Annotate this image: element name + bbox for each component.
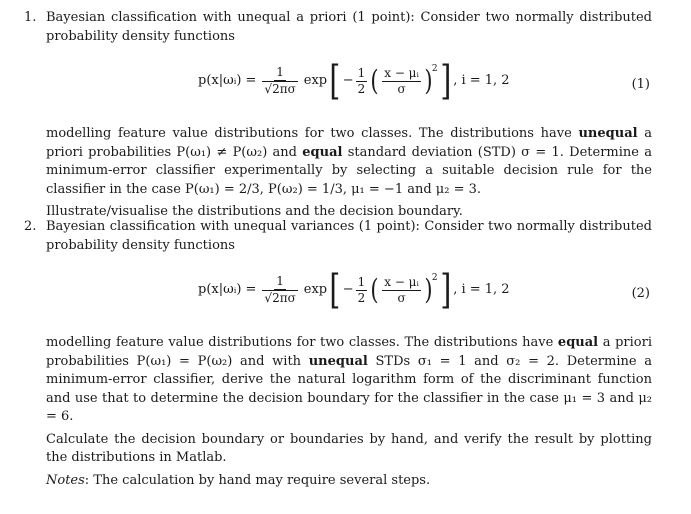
index-range: , i = 1, 2 [453,72,510,88]
eq-lhs: p(x|ωᵢ) = [198,72,257,88]
exp-function: exp [303,281,328,297]
problem-description: modelling feature value distributions for two classes. The distributions have equal a priori probabilities P(ω₁) = P(ω₂) and with unequal STDs σ₁ = 1 and σ₂ = 2. Determine a minimum-error classifier, derive the natural logarithm form of the discriminant function and use that to determine the decision boundary for the classifier in the case μ₁ = 3 and μ₂ = 6. [46,335,652,424]
problem-1 [24,9,652,222]
inner-fraction: $\frac{\text{x − μᵢ}}{\sigma}$ [384,274,419,305]
exponent: 2 [431,272,438,283]
equation-2: p(x|ωᵢ) = $\frac{1}{√2\pi\sigma}$ exp [ − $\frac{1}{2}$ ( $\frac{\text{x − μᵢ}}{\sigma}$ ) 2 ] , i = 1, 2 (2) [198,267,650,313]
eq-lhs: p(x|ωᵢ) = [198,281,257,297]
half-fraction: $\frac{1}{2}$ [357,65,366,96]
exponent: 2 [431,63,438,74]
half-fraction: $\frac{1}{2}$ [357,274,366,305]
problem-2 [24,218,652,490]
illustrate-instruction: Illustrate/visualise the distributions and the decision boundary. [46,204,463,219]
notes [46,472,652,491]
equation-tag: (1) [631,77,650,92]
notes-text: : The calculation by hand may require several steps. [84,472,431,488]
equation-tag: (2) [631,286,650,301]
notes-label: Notes [46,472,85,488]
equation-1: p(x|ωᵢ) = $\frac{1}{√2\pi\sigma}$ exp [ − $\frac{1}{2}$ ( $\frac{\text{x − μᵢ}}{\sigma}$ ) 2 ] , i = 1, 2 (1) [198,58,650,104]
problem-intro: Bayesian classification with unequal a priori (1 point): Consider two normally distributed probability density functions [46,10,652,44]
problem-intro: Bayesian classification with unequal variances (1 point): Consider two normally distributed probability density functions [46,219,652,253]
problem-number: 2. [24,219,37,234]
index-range: , i = 1, 2 [453,281,510,297]
inner-fraction: $\frac{\text{x − μᵢ}}{\sigma}$ [384,65,419,96]
norm-fraction: $\frac{1}{√2\pi\sigma}$ [264,65,296,96]
problem-number: 1. [24,10,37,25]
calculate-instruction: Calculate the decision boundary or boundaries by hand, and verify the result by plotting the distributions in Matlab. [46,431,652,465]
problem-description: modelling feature value distributions for two classes. The distributions have unequal a priori probabilities P(ω₁) ≠ P(ω₂) and equal standard deviation (STD) σ = 1. Determine a minimum-error classifier experimentally by selecting a suitable decision rule for the classifier in the case P(ω₁) = 2/3, P(ω₂) = 1/3, μ₁ = −1 and μ₂ = 3. [46,126,652,197]
norm-fraction: $\frac{1}{√2\pi\sigma}$ [264,274,296,305]
exp-function: exp [303,72,328,88]
